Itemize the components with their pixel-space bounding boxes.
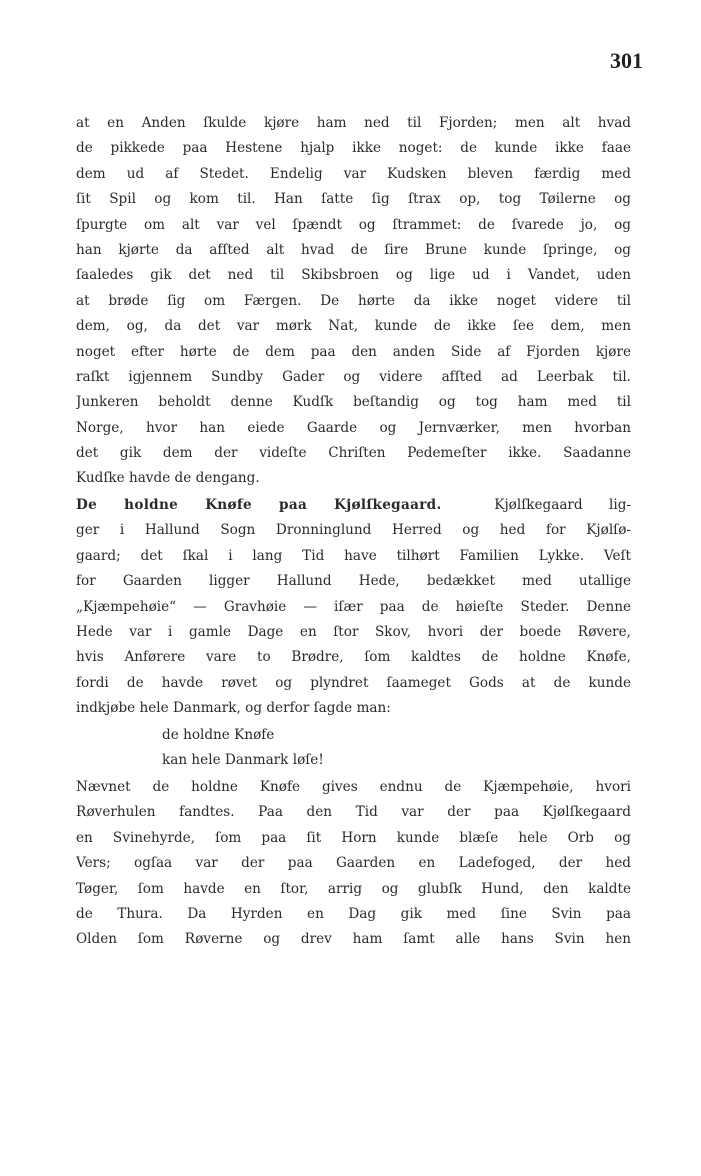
text-line: Vers; ogſaa var der paa Gaarden en Ladefoged, der hed	[76, 855, 631, 872]
text-line	[76, 493, 631, 518]
text-line: ger i Hallund Sogn Dronninglund Herred og hed for Kjølſø-	[76, 522, 631, 539]
text-line: Olden ſom Røverne og drev ham ſamt alle hans Svin hen	[76, 931, 631, 948]
text-line: en Svinehyrde, ſom paa ſit Horn kunde blæſe hele Orb og	[76, 829, 631, 846]
text-line: at brøde ſig om Færgen. De hørte da ikke noget videre til	[76, 292, 631, 309]
text-line: ſpurgte om alt var vel ſpændt og ſtrammet: de ſvarede jo, og	[76, 216, 631, 233]
text-line: noget efter hørte de dem paa den anden Side af Fjorden kjøre	[76, 343, 631, 360]
text-line: de pikkede paa Hestene hjalp ikke noget: de kunde ikke faae	[76, 140, 631, 157]
text-line: „Kjæmpehøie“ — Gravhøie — iſær paa de høieſte Steder. Denne	[76, 598, 631, 615]
text-line: raſkt igjennem Sundby Gader og videre afſted ad Leerbak til.	[76, 368, 631, 385]
paragraph-2	[76, 493, 631, 722]
paragraph-3	[76, 775, 631, 953]
paragraph-1	[76, 111, 631, 492]
text-line: dem, og, da det var mørk Nat, kunde de ikke ſee dem, men	[76, 318, 631, 335]
text-line: at en Anden ſkulde kjøre ham ned til Fjorden; men alt hvad	[76, 115, 631, 131]
text-line: Nævnet de holdne Knøfe gives endnu de Kjæmpehøie, hvori	[76, 779, 631, 795]
text-line: ſaaledes gik det ned til Skibsbroen og lige ud i Vandet, uden	[76, 267, 631, 284]
text-line: ſit Spil og kom til. Han ſatte ſig ſtrax op, tog Tøilerne og	[76, 191, 631, 208]
text-line: gaard; det ſkal i lang Tid have tilhørt Familien Lykke. Veſt	[76, 547, 631, 564]
text-line: de Thura. Da Hyrden en Dag gik med ſine Svin paa	[76, 905, 631, 922]
text-line: Tøger, ſom havde en ſtor, arrig og glubſk Hund, den kaldte	[76, 880, 631, 897]
page-number: 301	[610, 48, 643, 73]
verse	[162, 723, 462, 774]
text-line: for Gaarden ligger Hallund Hede, bedækket med utallige	[76, 573, 631, 590]
verse-line: kan hele Danmark løſe!	[162, 752, 324, 769]
text-line: han kjørte da afſted alt hvad de ſire Brune kunde ſpringe, og	[76, 241, 631, 258]
text-line: Junkeren beholdt denne Kudſk beſtandig og tog ham med til	[76, 394, 631, 411]
text-line: fordi de havde røvet og plyndret ſaameget Gods at de kunde	[76, 674, 631, 691]
text-line: indkjøbe hele Danmark, og derfor ſagde man:	[76, 700, 391, 717]
text-line: Hede var i gamle Dage en ſtor Skov, hvori der boede Røvere,	[76, 623, 631, 640]
text-line: dem ud af Stedet. Endelig var Kudsken bleven færdig med	[76, 165, 631, 182]
verse-line: de holdne Knøfe	[162, 727, 275, 743]
text-line: Røverhulen fandtes. Paa den Tid var der paa Kjølſkegaard	[76, 804, 631, 821]
text-line: Norge, hvor han eiede Gaarde og Jernværker, men hvorban	[76, 419, 631, 436]
text-line: Kudſke havde de dengang.	[76, 470, 260, 487]
text-line: hvis Anførere vare to Brødre, ſom kaldtes de holdne Knøfe,	[76, 649, 631, 666]
heading-continuation: Kjølſkegaard lig-	[494, 497, 631, 513]
text-line: det gik dem der videſte Chriſten Pedemeſter ikke. Saadanne	[76, 445, 631, 462]
section-heading: De holdne Knøfe paa Kjølſkegaard.	[76, 497, 442, 513]
